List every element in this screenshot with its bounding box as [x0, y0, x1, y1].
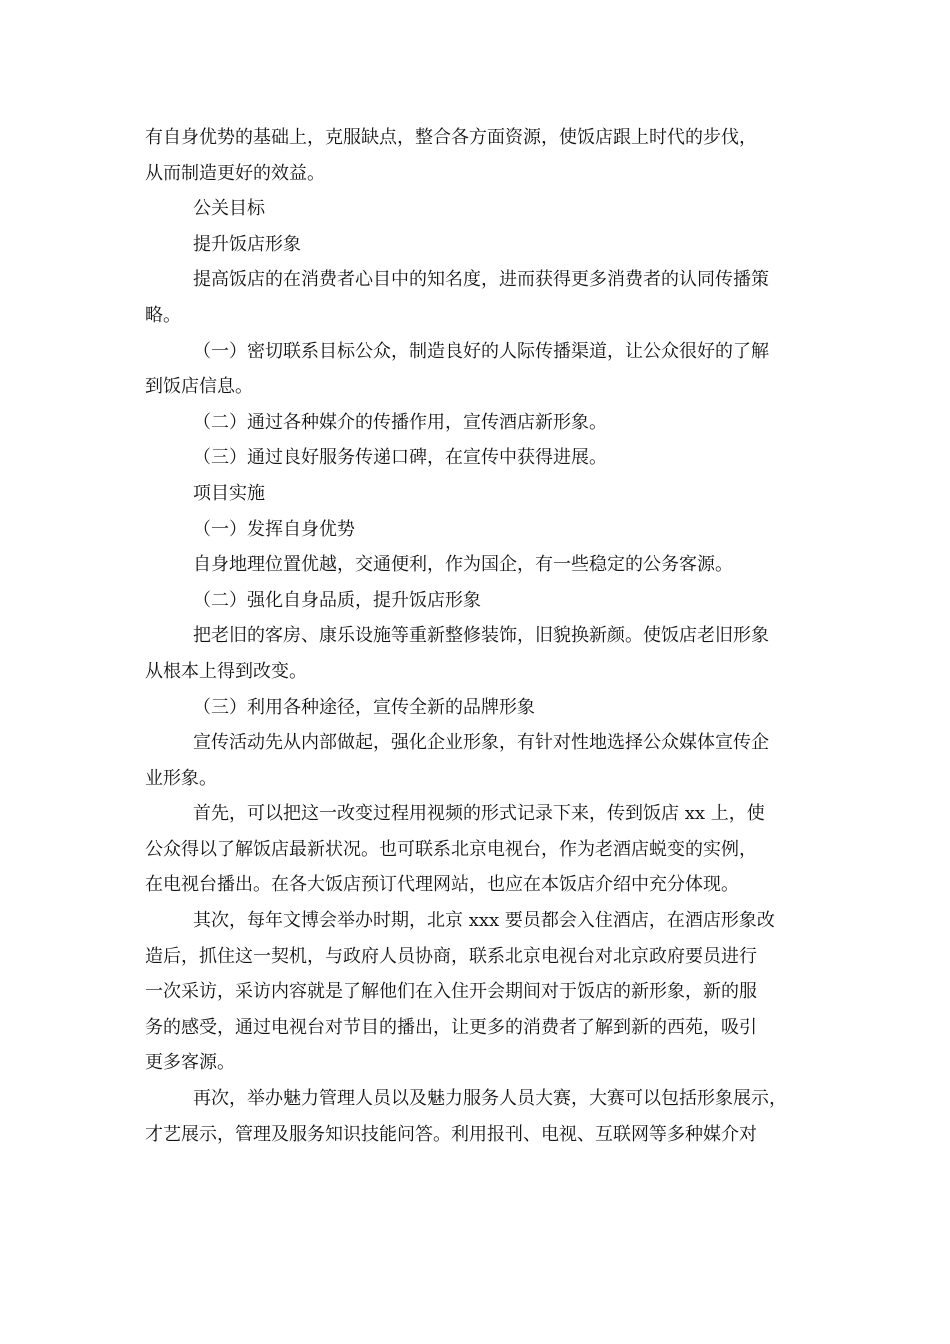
text-line: 到饭店信息。 [145, 376, 253, 398]
list-item: （三）通过良好服务传递口碑，在宣传中获得进展。 [193, 447, 607, 469]
text-line: 造后，抓住这一契机，与政府人员协商，联系北京电视台对北京政府要员进行 [145, 945, 757, 967]
text-line: 其次，每年文博会举办时期，北京 xxx 要员都会入住酒店，在酒店形象改 [193, 910, 775, 932]
list-item: （一）密切联系目标公众，制造良好的人际传播渠道，让公众很好的了解 [193, 340, 769, 362]
text-line: 自身地理位置优越，交通便利，作为国企，有一些稳定的公务客源。 [193, 554, 733, 576]
list-item: （二）通过各种媒介的传播作用，宣传酒店新形象。 [193, 411, 607, 433]
document-body [145, 120, 825, 1152]
list-item: （二）强化自身品质，提升饭店形象 [193, 589, 481, 611]
text-line: 业形象。 [145, 767, 217, 789]
subsection-heading: 提升饭店形象 [193, 233, 301, 255]
text-line: 略。 [145, 304, 181, 326]
text-line: 在电视台播出。在各大饭店预订代理网站，也应在本饭店介绍中充分体现。 [145, 874, 739, 896]
text-line: 务的感受，通过电视台对节目的播出，让更多的消费者了解到新的西苑，吸引 [145, 1016, 757, 1038]
text-line: 公众得以了解饭店最新状况。也可联系北京电视台，作为老酒店蜕变的实例， [145, 838, 757, 860]
text-line: 从而制造更好的效益。 [145, 162, 325, 184]
text-line: 一次采访，采访内容就是了解他们在入住开会期间对于饭店的新形象，新的服 [145, 981, 757, 1003]
text-line: 从根本上得到改变。 [145, 660, 307, 682]
text-line: 有自身优势的基础上，克服缺点，整合各方面资源，使饭店跟上时代的步伐， [145, 127, 757, 148]
section-heading: 公关目标 [193, 198, 265, 220]
text-line: 提高饭店的在消费者心目中的知名度，进而获得更多消费者的认同传播策 [193, 269, 769, 291]
text-line: 把老旧的客房、康乐设施等重新整修装饰，旧貌换新颜。使饭店老旧形象 [193, 625, 769, 647]
text-line: 宣传活动先从内部做起，强化企业形象，有针对性地选择公众媒体宣传企 [193, 732, 769, 754]
list-item: （三）利用各种途径，宣传全新的品牌形象 [193, 696, 535, 718]
list-item: （一）发挥自身优势 [193, 518, 355, 540]
text-line: 再次，举办魅力管理人员以及魅力服务人员大赛，大赛可以包括形象展示， [193, 1088, 787, 1110]
text-line: 首先，可以把这一改变过程用视频的形式记录下来，传到饭店 xx 上，使 [193, 803, 765, 825]
text-line: 才艺展示，管理及服务知识技能问答。利用报刊、电视、互联网等多种媒介对 [145, 1123, 757, 1145]
text-line: 更多客源。 [145, 1052, 235, 1074]
section-heading: 项目实施 [193, 482, 265, 504]
